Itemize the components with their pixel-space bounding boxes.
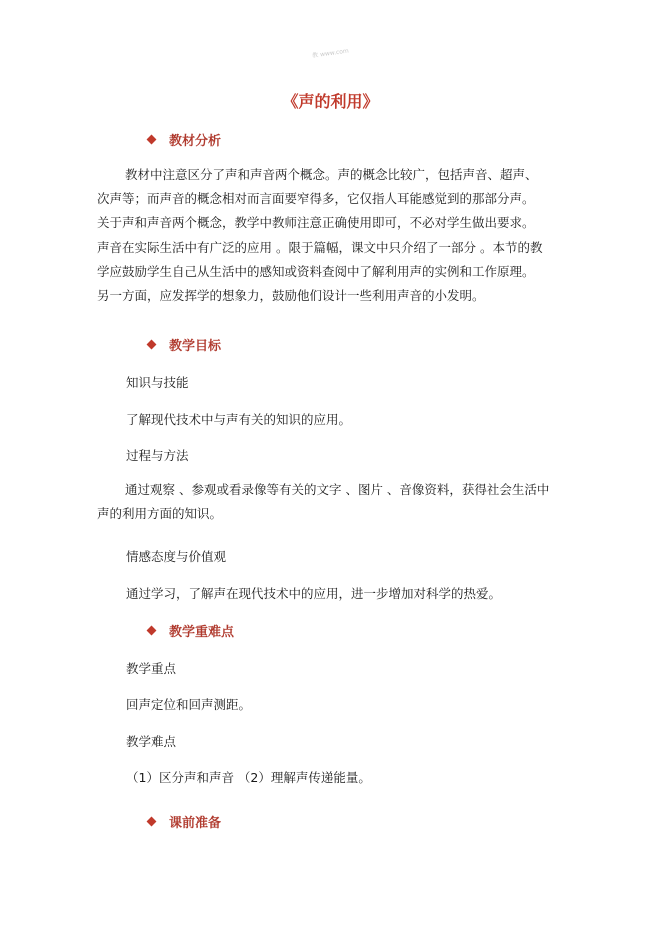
emotion-text: 通过学习，了解声在现代技术中的应用，进一步增加对科学的热爱。 — [126, 586, 502, 601]
diamond-bullet-icon — [147, 340, 157, 350]
diamond-bullet-icon — [147, 817, 157, 827]
section-heading-label: 课前准备 — [169, 816, 222, 831]
difficulty-label: 教学难点 — [126, 734, 177, 749]
diamond-bullet-icon — [147, 135, 157, 145]
section-heading-label: 教学重难点 — [169, 625, 235, 640]
section-heading-goals — [148, 335, 221, 354]
section-heading-preparation — [148, 812, 221, 831]
paragraph-line: 另一方面，应发挥学的想象力，鼓励他们设计一些利用声音的小发明。 — [97, 287, 485, 303]
watermark: 教 www.com — [311, 47, 350, 60]
section-heading-analysis — [148, 130, 221, 149]
paragraph-line: 关于声和声音两个概念，教学中教师注意正确使用即可，不必对学生做出要求。 — [97, 215, 535, 231]
focus-text: 回声定位和回声测距。 — [126, 697, 252, 712]
section-heading-label: 教学目标 — [169, 339, 222, 354]
page-title: 《声的利用》 — [282, 92, 379, 111]
paragraph-line: 声的利用方面的知识。 — [97, 506, 223, 522]
analysis-paragraph — [97, 163, 587, 308]
focus-label: 教学重点 — [126, 661, 177, 676]
section-heading-key-points — [148, 621, 234, 640]
process-label: 过程与方法 — [126, 448, 189, 463]
process-paragraph — [97, 478, 587, 526]
diamond-bullet-icon — [147, 626, 157, 636]
paragraph-line: 通过观察 、参观或看录像等有关的文字 、图片 、音像资料，获得社会生活中 — [125, 482, 550, 497]
paragraph-line: 声音在实际生活中有广泛的应用 。限于篇幅，课文中只介绍了一部分 。本节的教 — [97, 239, 543, 255]
paragraph-line: 次声等；而声音的概念相对而言面要窄得多，它仅指人耳能感觉到的那部分声。 — [97, 191, 535, 207]
difficulty-text: （1）区分声和声音 （2）理解声传递能量。 — [126, 770, 371, 785]
knowledge-label: 知识与技能 — [126, 375, 189, 390]
paragraph-line: 教材中注意区分了声和声音两个概念。声的概念比较广，包括声音、超声、 — [125, 167, 538, 182]
knowledge-text: 了解现代技术中与声有关的知识的应用。 — [126, 412, 352, 427]
emotion-label: 情感态度与价值观 — [126, 549, 227, 564]
section-heading-label: 教材分析 — [169, 134, 222, 149]
paragraph-line: 学应鼓励学生自己从生活中的感知或资料查阅中了解利用声的实例和工作原理。 — [97, 263, 535, 279]
